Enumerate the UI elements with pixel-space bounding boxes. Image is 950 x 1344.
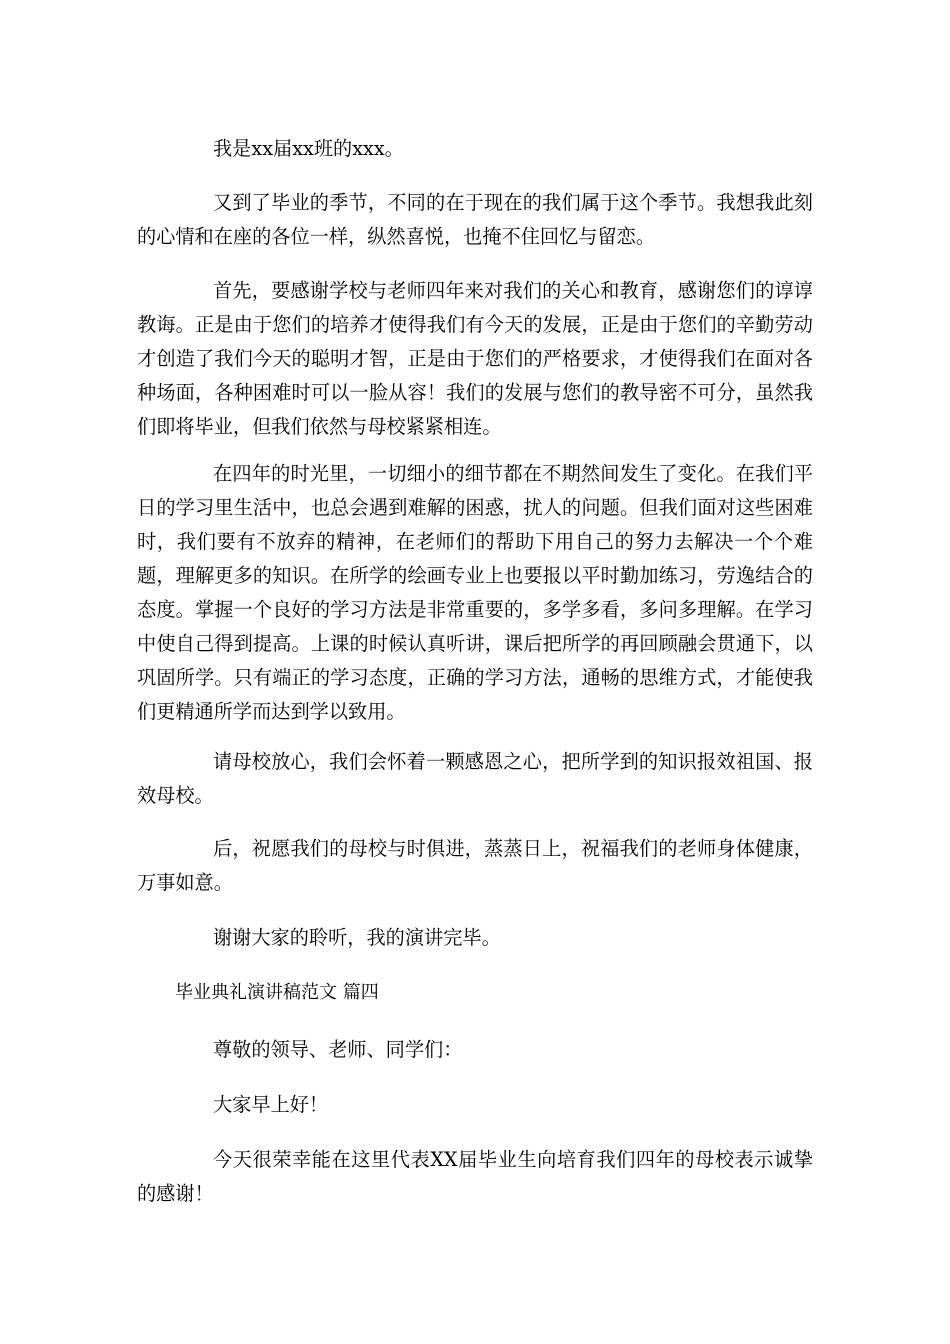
section-heading: 毕业典礼演讲稿范文 篇四 <box>175 982 379 1003</box>
paragraph-salutation: 尊敬的领导、老师、同学们： <box>213 1038 463 1061</box>
paragraph-intro: 我是xx届xx班的xxx。 <box>213 137 404 160</box>
paragraph-promise: 请母校放心，我们会怀着一颗感恩之心，把所学到的知识报效祖国、报效母校。 <box>137 750 813 807</box>
paragraph-thanks: 首先，要感谢学校与老师四年来对我们的关心和教育，感谢您们的谆谆教诲。正是由于您们的培养才使得我们有今天的发展，正是由于您们的辛勤劳动才创造了我们今天的聪明才智，正是由于您们的严格要求，才使得我们在面对各种场面，各种困难时可以一脸从容！我们的发展与您们的教导密不可分，虽然我们即将毕业，但我们依然与母校紧紧相连。 <box>137 279 813 438</box>
paragraph-wishes: 后，祝愿我们的母校与时俱进，蒸蒸日上，祝福我们的老师身体健康，万事如意。 <box>137 837 813 894</box>
paragraph-honor: 今天很荣幸能在这里代表XX届毕业生向培育我们四年的母校表示诚挚的感谢！ <box>137 1148 813 1205</box>
paragraph-greeting: 大家早上好！ <box>213 1093 329 1116</box>
paragraph-closing: 谢谢大家的聆听，我的演讲完毕。 <box>213 926 501 949</box>
paragraph-season: 又到了毕业的季节，不同的在于现在的我们属于这个季节。我想我此刻的心情和在座的各位一样，纵然喜悦，也掩不住回忆与留恋。 <box>137 191 813 248</box>
paragraph-study: 在四年的时光里，一切细小的细节都在不期然间发生了变化。在我们平日的学习里生活中，也总会遇到难解的困惑，扰人的问题。但我们面对这些困难时，我们要有不放弃的精神，在老师们的帮助下用自己的努力去解决一个个难题，理解更多的知识。在所学的绘画专业上也要报以平时勤加练习，劳逸结合的态度。掌握一个良好的学习方法是非常重要的，多学多看，多问多理解。在学习中使自己得到提高。上课的时候认真听讲，课后把所学的再回顾融会贯通下，以巩固所学。只有端正的学习态度，正确的学习方法，通畅的思维方式，才能使我们更精通所学而达到学以致用。 <box>137 462 813 723</box>
